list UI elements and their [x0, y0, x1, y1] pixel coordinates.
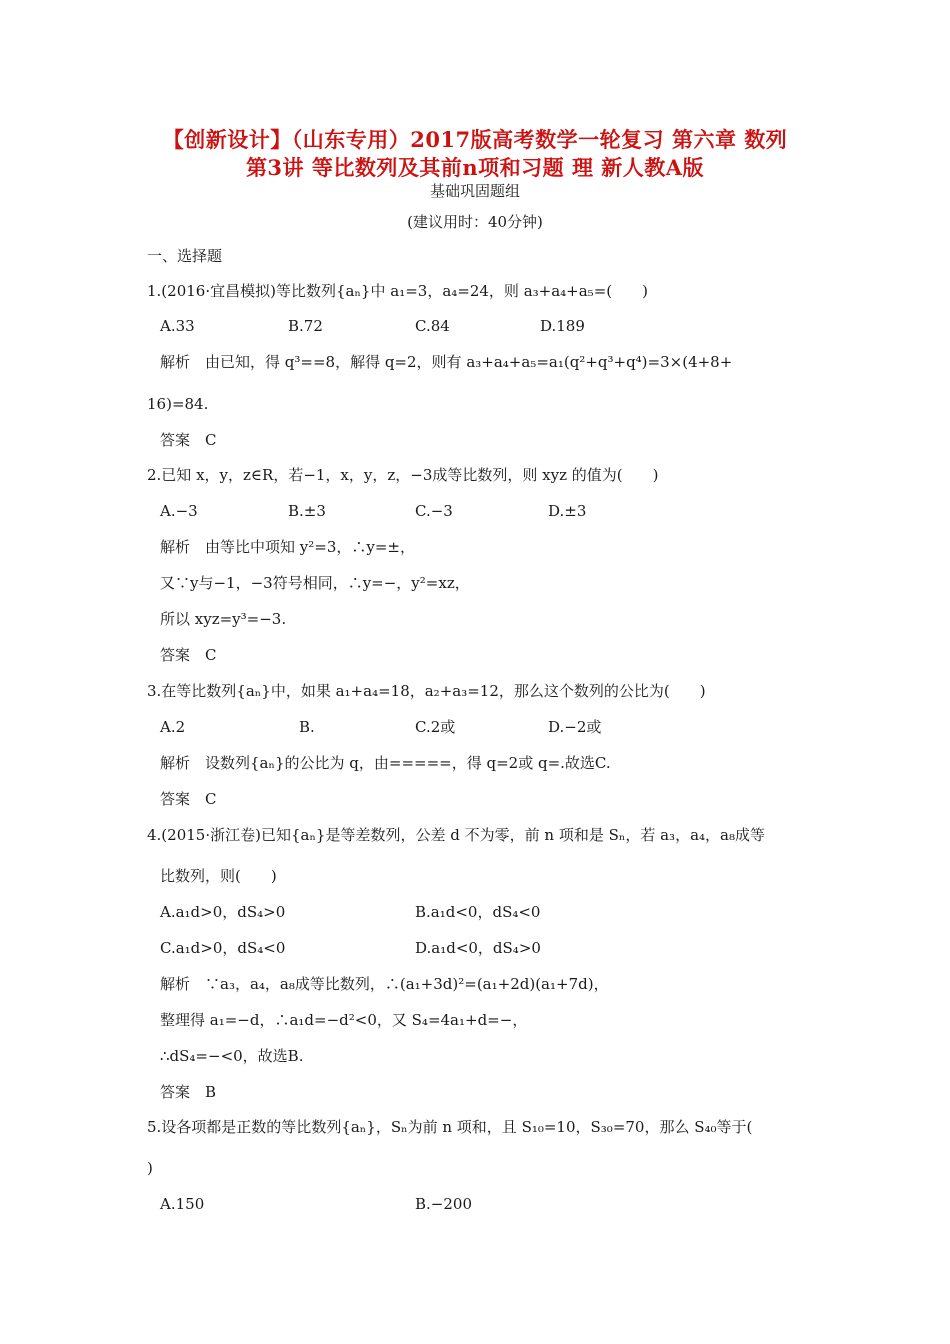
question-4-answer: 答案 B	[160, 1083, 217, 1101]
question-4-option-c: C.a₁d>0，dS₄<0	[160, 939, 286, 957]
question-4-stem: 4.(2015·浙江卷)已知{aₙ}是等差数列，公差 d 不为零，前 n 项和是 Sₙ，若 a₃，a₄，a₈成等	[147, 826, 765, 844]
time-hint: (建议用时：40分钟)	[407, 213, 543, 231]
question-4-analysis-cont-2: ∴dS₄=−<0，故选B.	[160, 1047, 304, 1065]
question-3-analysis: 解析 设数列{aₙ}的公比为 q，由=====，得 q=2或 q=.故选C.	[160, 754, 611, 772]
section-heading: 一、选择题	[147, 247, 223, 265]
document-title-line-1: 【创新设计】（山东专用）2017版高考数学一轮复习 第六章 数列	[162, 127, 788, 152]
question-1-analysis: 解析 由已知，得 q³==8，解得 q=2，则有 a₃+a₄+a₅=a₁(q²+q³+q⁴)=3×(4+8+	[160, 353, 733, 371]
question-3-answer: 答案 C	[160, 790, 217, 808]
question-4-analysis-cont-1: 整理得 a₁=−d，∴a₁d=−d²<0，又 S₄=4a₁+d=−，	[160, 1011, 528, 1029]
question-2-answer: 答案 C	[160, 646, 217, 664]
question-1-option-d: D.189	[540, 317, 585, 335]
question-1-option-c: C.84	[415, 317, 450, 335]
question-3-option-b: B.	[299, 718, 315, 736]
question-1-option-b: B.72	[288, 317, 323, 335]
question-4-stem-cont: 比数列，则( )	[160, 867, 277, 885]
question-3-option-c: C.2或	[415, 718, 456, 736]
question-1-answer: 答案 C	[160, 431, 217, 449]
question-5-option-a: A.150	[160, 1195, 205, 1213]
question-2-stem: 2.已知 x，y，z∈R，若−1，x，y，z，−3成等比数列，则 xyz 的值为( )	[147, 466, 659, 484]
question-2-analysis-cont-2: 所以 xyz=y³=−3.	[160, 610, 287, 628]
question-2-analysis-cont-1: 又∵y与−1，−3符号相同，∴y=−，y²=xz，	[160, 574, 470, 592]
question-3-option-d: D.−2或	[548, 718, 602, 736]
subtitle: 基础巩固题组	[429, 182, 520, 200]
question-4-option-b: B.a₁d<0，dS₄<0	[415, 903, 541, 921]
question-4-option-a: A.a₁d>0，dS₄>0	[160, 903, 286, 921]
question-1-analysis-cont: 16)=84.	[147, 395, 209, 413]
question-1-stem: 1.(2016·宜昌模拟)等比数列{aₙ}中 a₁=3，a₄=24，则 a₃+a₄+a₅=( )	[147, 282, 648, 300]
question-5-stem-cont: )	[147, 1159, 153, 1177]
question-4-analysis: 解析 ∵a₃，a₄，a₈成等比数列，∴(a₁+3d)²=(a₁+2d)(a₁+7d)，	[160, 975, 609, 993]
question-2-option-c: C.−3	[415, 502, 453, 520]
question-4-option-d: D.a₁d<0，dS₄>0	[415, 939, 541, 957]
document-title-line-2: 第3讲 等比数列及其前n项和习题 理 新人教A版	[245, 155, 705, 180]
question-2-option-d: D.±3	[548, 502, 587, 520]
question-2-option-b: B.±3	[288, 502, 326, 520]
question-3-option-a: A.2	[160, 718, 186, 736]
question-3-stem: 3.在等比数列{aₙ}中，如果 a₁+a₄=18，a₂+a₃=12，那么这个数列的公比为( )	[147, 682, 706, 700]
question-2-analysis: 解析 由等比中项知 y²=3，∴y=±，	[160, 538, 415, 556]
question-2-option-a: A.−3	[160, 502, 198, 520]
question-5-option-b: B.−200	[415, 1195, 472, 1213]
question-5-stem: 5.设各项都是正数的等比数列{aₙ}，Sₙ为前 n 项和，且 S₁₀=10，S₃₀=70，那么 S₄₀等于(	[147, 1118, 753, 1136]
question-1-option-a: A.33	[160, 317, 195, 335]
